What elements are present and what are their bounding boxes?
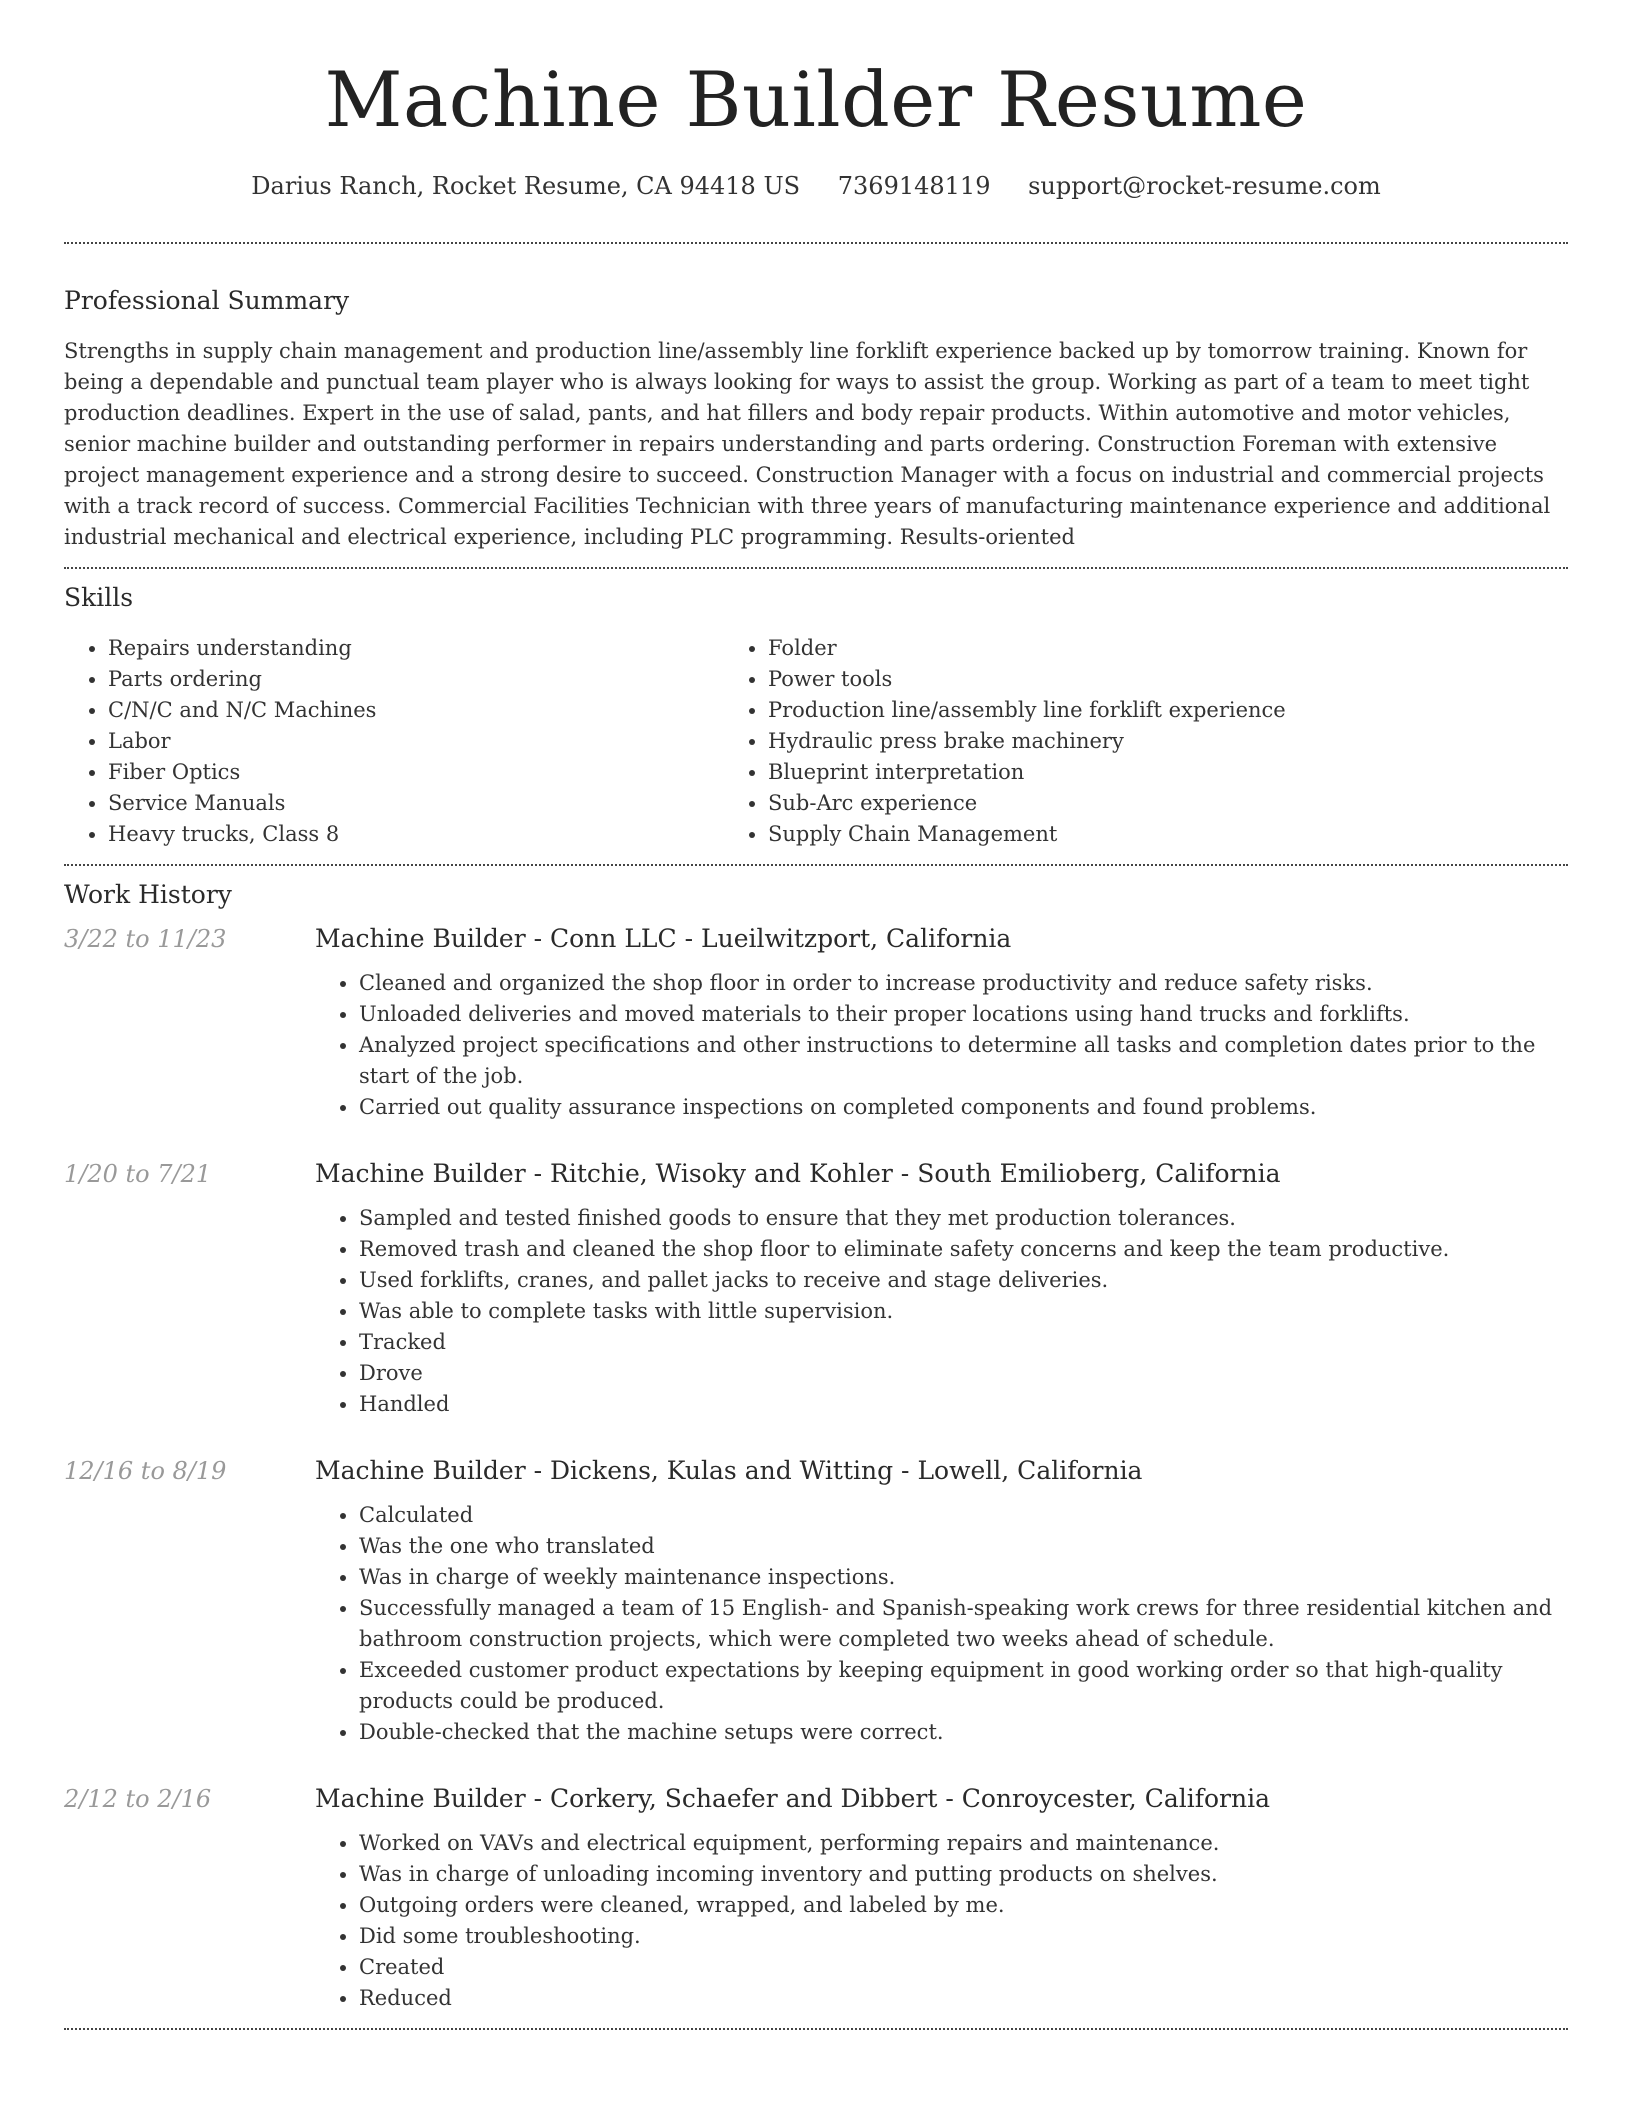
skill-item: • Heavy trucks, Class 8 [108, 819, 724, 850]
skill-item: • Labor [108, 726, 724, 757]
divider [64, 2028, 1568, 2030]
skill-item: • Blueprint interpretation [768, 757, 1384, 788]
job-bullets [315, 1500, 1568, 1748]
job-bullet: • Calculated [359, 1500, 1568, 1531]
job-title: Machine Builder - Conn LLC - Lueilwitzport, California [315, 924, 1012, 953]
job-entry [64, 1782, 1568, 2014]
contact-address: Darius Ranch, Rocket Resume, CA 94418 US [251, 172, 801, 200]
job-bullet: • Carried out quality assurance inspections on completed components and found problems. [359, 1092, 1568, 1123]
job-body [315, 1454, 1568, 1748]
skill-item: • Service Manuals [108, 788, 724, 819]
skill-item: • C/N/C and N/C Machines [108, 695, 724, 726]
job-bullet: • Tracked [359, 1327, 1568, 1358]
job-bullets [315, 968, 1568, 1123]
job-body [315, 922, 1568, 1123]
skill-item: • Parts ordering [108, 664, 724, 695]
job-bullet: • Analyzed project specifications and other instructions to determine all tasks and completion dates prior to the start of the job. [359, 1030, 1568, 1092]
job-title: Machine Builder - Dickens, Kulas and Witting - Lowell, California [315, 1456, 1143, 1485]
job-body [315, 1782, 1568, 2014]
summary-heading: Professional Summary [64, 286, 350, 315]
job-bullet: • Successfully managed a team of 15 English- and Spanish-speaking work crews for three residential kitchen and bathroom construction projects, which were completed two weeks ahead of schedule. [359, 1593, 1568, 1655]
job-dates: 12/16 to 8/19 [64, 1457, 227, 1485]
job-entry [64, 922, 1568, 1123]
skill-item: • Fiber Optics [108, 757, 724, 788]
job-bullet: • Was able to complete tasks with little supervision. [359, 1296, 1568, 1327]
summary-section [64, 244, 1568, 553]
job-bullet: • Used forklifts, cranes, and pallet jacks to receive and stage deliveries. [359, 1265, 1568, 1296]
job-bullet: • Double-checked that the machine setups were correct. [359, 1717, 1568, 1748]
skill-item: • Repairs understanding [108, 633, 724, 664]
job-body [315, 1157, 1568, 1420]
job-bullet: • Was in charge of unloading incoming inventory and putting products on shelves. [359, 1859, 1568, 1890]
summary-text: Strengths in supply chain management and production line/assembly line forklift experience backed up by tomorrow training. Known for being a dependable and punctual team player who is always looking for ways to assist the group. Working as part of a team to meet tight production deadlines. Expert in the use of salad, pants, and hat fillers and body repair products. Within automotive and motor vehicles, senior machine builder and outstanding performer in repairs understanding and parts ordering. Construction Foreman with extensive project management experience and a strong desire to succeed. Construction Manager with a focus on industrial and commercial projects with a track record of success. Commercial Facilities Technician with three years of manufacturing maintenance experience and additional industrial mechanical and electrical experience, including PLC programming. Results-oriented [64, 339, 1551, 549]
job-dates: 1/20 to 7/21 [64, 1160, 212, 1188]
skill-item: • Production line/assembly line forklift experience [768, 695, 1384, 726]
job-dates: 2/12 to 2/16 [64, 1785, 212, 1813]
page-title: Machine Builder Resume [324, 55, 1308, 144]
job-bullet: • Did some troubleshooting. [359, 1921, 1568, 1952]
contact-line [64, 170, 1568, 202]
work-section [64, 866, 1568, 2014]
job-bullet: • Sampled and tested finished goods to ensure that they met production tolerances. [359, 1203, 1568, 1234]
contact-phone: 7369148119 [837, 172, 991, 200]
skills-heading: Skills [64, 583, 134, 612]
skill-item: • Supply Chain Management [768, 819, 1384, 850]
skills-list-right [724, 633, 1384, 850]
job-bullet: • Outgoing orders were cleaned, wrapped, and labeled by me. [359, 1890, 1568, 1921]
job-bullet: • Exceeded customer product expectations by keeping equipment in good working order so that high-quality products could be produced. [359, 1655, 1568, 1717]
job-bullets [315, 1828, 1568, 2014]
job-bullet: • Removed trash and cleaned the shop floor to eliminate safety concerns and keep the team productive. [359, 1234, 1568, 1265]
job-bullet: • Created [359, 1952, 1568, 1983]
job-bullet: • Worked on VAVs and electrical equipment, performing repairs and maintenance. [359, 1828, 1568, 1859]
job-entry [64, 1157, 1568, 1420]
job-bullet: • Drove [359, 1358, 1568, 1389]
job-bullet: • Cleaned and organized the shop floor in order to increase productivity and reduce safety risks. [359, 968, 1568, 999]
resume-header [64, 0, 1568, 202]
job-bullet: • Unloaded deliveries and moved materials to their proper locations using hand trucks and forklifts. [359, 999, 1568, 1030]
job-title: Machine Builder - Corkery, Schaefer and Dibbert - Conroycester, California [315, 1784, 1270, 1813]
job-bullet: • Was the one who translated [359, 1531, 1568, 1562]
job-bullets [315, 1203, 1568, 1420]
job-bullet: • Reduced [359, 1983, 1568, 2014]
job-entry [64, 1454, 1568, 1748]
skill-item: • Power tools [768, 664, 1384, 695]
skills-columns [64, 633, 1568, 850]
job-bullet: • Handled [359, 1389, 1568, 1420]
job-bullet: • Was in charge of weekly maintenance inspections. [359, 1562, 1568, 1593]
skill-item: • Hydraulic press brake machinery [768, 726, 1384, 757]
job-title: Machine Builder - Ritchie, Wisoky and Kohler - South Emilioberg, California [315, 1159, 1281, 1188]
skills-list-left [64, 633, 724, 850]
skill-item: • Folder [768, 633, 1384, 664]
skill-item: • Sub-Arc experience [768, 788, 1384, 819]
work-heading: Work History [64, 880, 232, 909]
skills-section [64, 569, 1568, 850]
contact-email: support@rocket-resume.com [1028, 172, 1381, 200]
job-dates: 3/22 to 11/23 [64, 925, 227, 953]
